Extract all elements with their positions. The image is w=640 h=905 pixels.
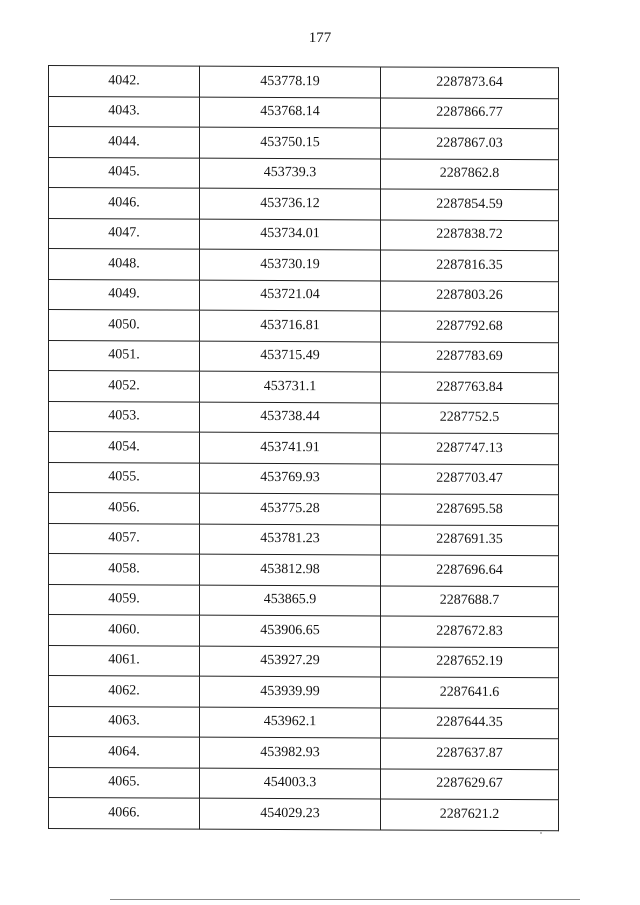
y-coordinate-cell: 2287696.64 [381, 555, 559, 586]
table-row [49, 706, 559, 739]
x-coordinate-cell: 454003.3 [200, 768, 381, 799]
y-coordinate-cell: 2287629.67 [381, 768, 559, 799]
x-coordinate-cell: 453939.99 [200, 676, 381, 707]
bottom-scan-edge [110, 899, 580, 900]
row-number-cell: 4059. [49, 584, 200, 615]
y-coordinate-cell: 2287783.69 [381, 341, 559, 372]
row-number-cell: 4065. [49, 767, 200, 798]
y-coordinate-cell: 2287703.47 [381, 463, 559, 494]
y-coordinate-cell: 2287695.58 [381, 494, 559, 525]
table-row [49, 340, 559, 373]
x-coordinate-cell: 453982.93 [200, 737, 381, 768]
table-row [49, 127, 559, 160]
y-coordinate-cell: 2287803.26 [381, 280, 559, 311]
table-row [49, 493, 559, 526]
x-coordinate-cell: 453731.1 [200, 371, 381, 402]
row-number-cell: 4060. [49, 615, 200, 646]
y-coordinate-cell: 2287752.5 [381, 402, 559, 433]
y-coordinate-cell: 2287862.8 [381, 158, 559, 189]
x-coordinate-cell: 453730.19 [200, 249, 381, 280]
table-row [49, 676, 559, 709]
y-coordinate-cell: 2287691.35 [381, 524, 559, 555]
x-coordinate-cell: 453716.81 [200, 310, 381, 341]
x-coordinate-cell: 453741.91 [200, 432, 381, 463]
x-coordinate-cell: 454029.23 [200, 798, 381, 829]
x-coordinate-cell: 453778.19 [200, 66, 381, 97]
table-row [49, 96, 559, 129]
table-row [49, 432, 559, 465]
x-coordinate-cell: 453781.23 [200, 524, 381, 555]
x-coordinate-cell: 453738.44 [200, 402, 381, 433]
row-number-cell: 4058. [49, 554, 200, 585]
table-row [49, 66, 559, 99]
x-coordinate-cell: 453721.04 [200, 280, 381, 311]
y-coordinate-cell: 2287838.72 [381, 219, 559, 250]
y-coordinate-cell: 2287867.03 [381, 128, 559, 159]
y-coordinate-cell: 2287652.19 [381, 646, 559, 677]
x-coordinate-cell: 453927.29 [200, 646, 381, 677]
x-coordinate-cell: 453715.49 [200, 341, 381, 372]
x-coordinate-cell: 453962.1 [200, 707, 381, 738]
row-number-cell: 4043. [49, 96, 200, 127]
y-coordinate-cell: 2287866.77 [381, 97, 559, 128]
table-row [49, 798, 559, 831]
coordinates-table [48, 65, 559, 831]
y-coordinate-cell: 2287621.2 [381, 799, 559, 830]
table-row [49, 554, 559, 587]
x-coordinate-cell: 453906.65 [200, 615, 381, 646]
table-row [49, 645, 559, 678]
y-coordinate-cell: 2287816.35 [381, 250, 559, 281]
row-number-cell: 4063. [49, 706, 200, 737]
coordinates-table-body [49, 66, 559, 831]
x-coordinate-cell: 453736.12 [200, 188, 381, 219]
table-row [49, 371, 559, 404]
y-coordinate-cell: 2287672.83 [381, 616, 559, 647]
x-coordinate-cell: 453768.14 [200, 97, 381, 128]
row-number-cell: 4054. [49, 432, 200, 463]
x-coordinate-cell: 453750.15 [200, 127, 381, 158]
scan-speck [540, 832, 542, 834]
x-coordinate-cell: 453739.3 [200, 158, 381, 189]
row-number-cell: 4048. [49, 249, 200, 280]
row-number-cell: 4064. [49, 737, 200, 768]
y-coordinate-cell: 2287763.84 [381, 372, 559, 403]
row-number-cell: 4042. [49, 66, 200, 97]
table-row [49, 615, 559, 648]
table-row [49, 188, 559, 221]
row-number-cell: 4062. [49, 676, 200, 707]
table-row [49, 218, 559, 251]
x-coordinate-cell: 453865.9 [200, 585, 381, 616]
y-coordinate-cell: 2287637.87 [381, 738, 559, 769]
row-number-cell: 4057. [49, 523, 200, 554]
table-row [49, 523, 559, 556]
y-coordinate-cell: 2287641.6 [381, 677, 559, 708]
table-row [49, 767, 559, 800]
row-number-cell: 4050. [49, 310, 200, 341]
x-coordinate-cell: 453812.98 [200, 554, 381, 585]
row-number-cell: 4044. [49, 127, 200, 158]
row-number-cell: 4051. [49, 340, 200, 371]
table-row [49, 310, 559, 343]
row-number-cell: 4061. [49, 645, 200, 676]
table-row [49, 157, 559, 190]
y-coordinate-cell: 2287644.35 [381, 707, 559, 738]
x-coordinate-cell: 453775.28 [200, 493, 381, 524]
y-coordinate-cell: 2287873.64 [381, 67, 559, 98]
row-number-cell: 4052. [49, 371, 200, 402]
row-number-cell: 4066. [49, 798, 200, 829]
row-number-cell: 4045. [49, 157, 200, 188]
table-row [49, 737, 559, 770]
table-row [49, 279, 559, 312]
row-number-cell: 4056. [49, 493, 200, 524]
row-number-cell: 4046. [49, 188, 200, 219]
y-coordinate-cell: 2287747.13 [381, 433, 559, 464]
y-coordinate-cell: 2287792.68 [381, 311, 559, 342]
table-row [49, 462, 559, 495]
row-number-cell: 4047. [49, 218, 200, 249]
y-coordinate-cell: 2287688.7 [381, 585, 559, 616]
y-coordinate-cell: 2287854.59 [381, 189, 559, 220]
table-row [49, 249, 559, 282]
table-row [49, 401, 559, 434]
page-number: 177 [308, 30, 332, 46]
x-coordinate-cell: 453734.01 [200, 219, 381, 250]
x-coordinate-cell: 453769.93 [200, 463, 381, 494]
row-number-cell: 4055. [49, 462, 200, 493]
table-row [49, 584, 559, 617]
row-number-cell: 4053. [49, 401, 200, 432]
row-number-cell: 4049. [49, 279, 200, 310]
